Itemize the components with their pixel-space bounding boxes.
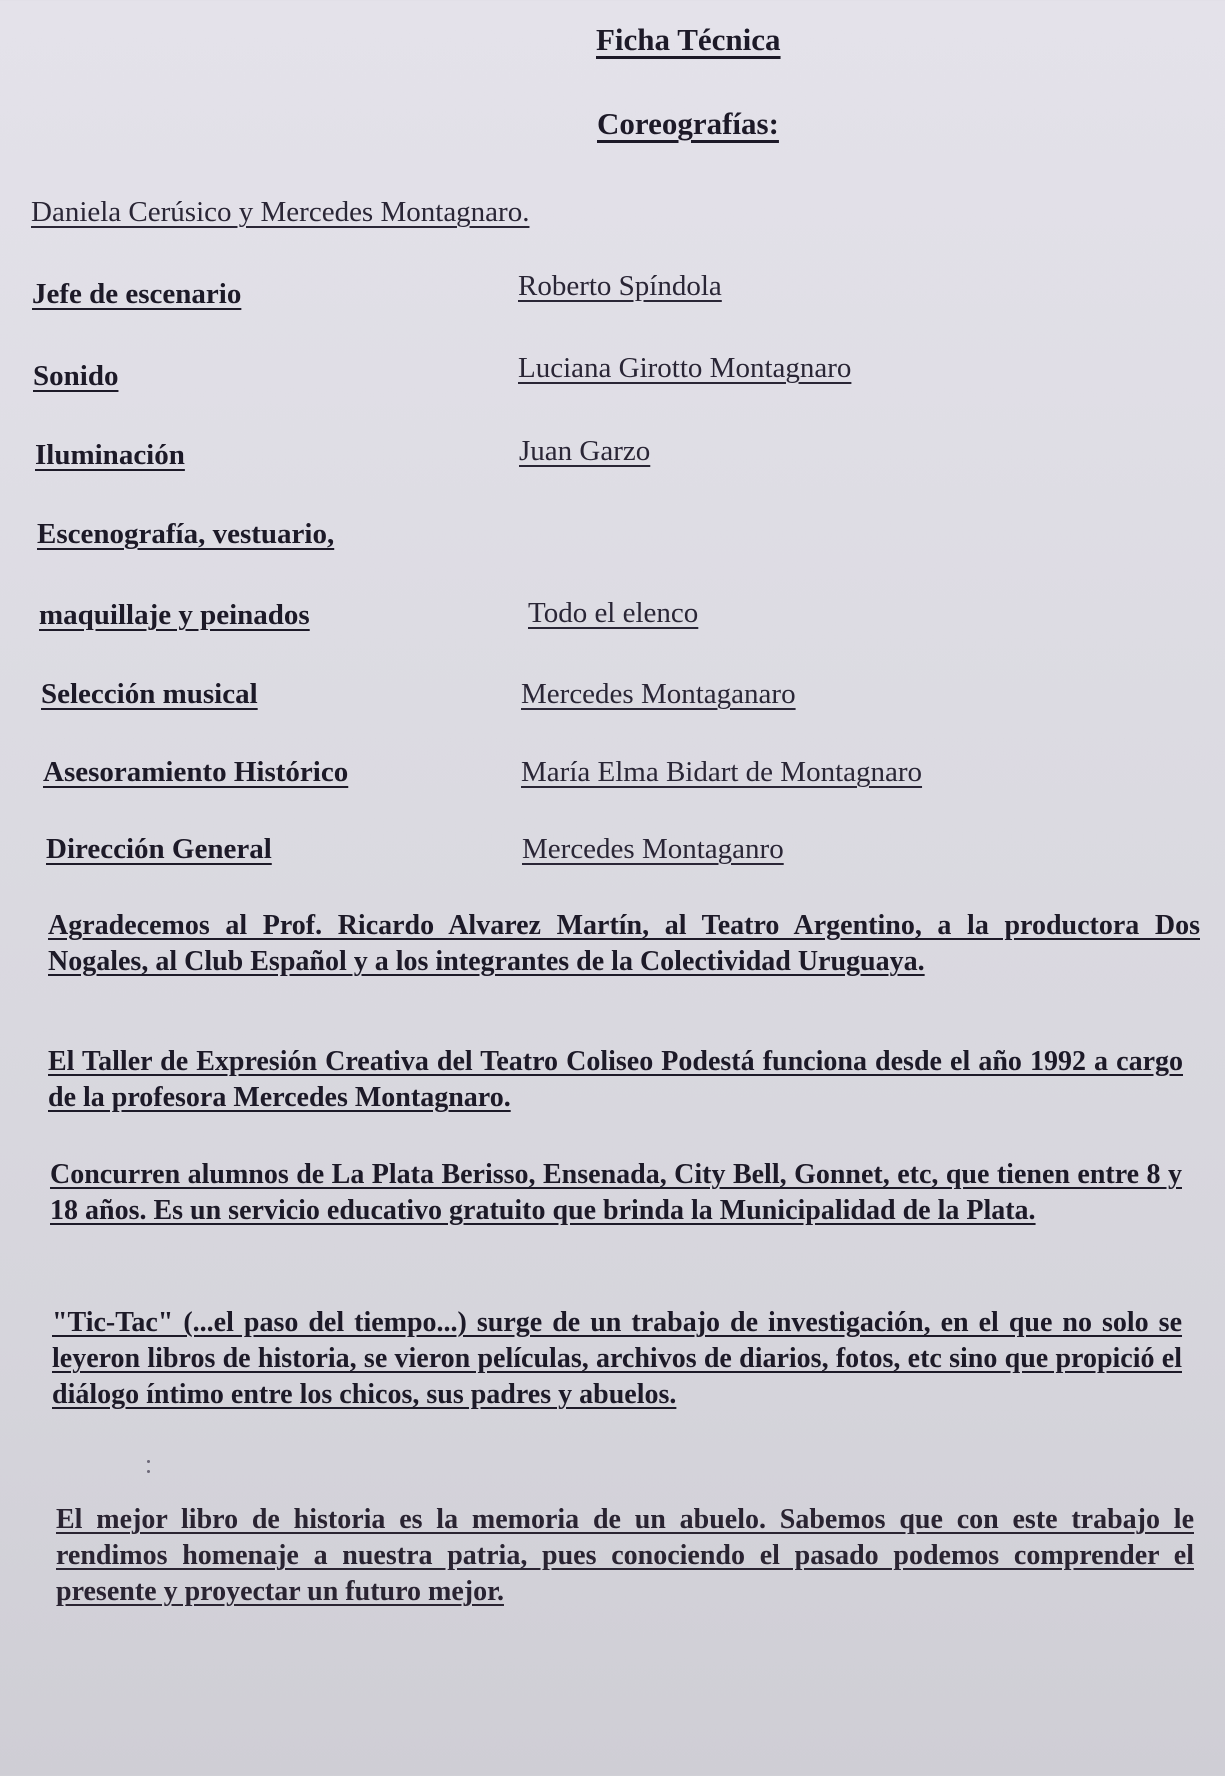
credit-person: Todo el elenco	[528, 597, 699, 629]
workshop-paragraph: El Taller de Expresión Creativa del Teatro Coliseo Podestá funciona desde el año 1992 a cargo de la profesora Mercedes Montagnaro.	[48, 1046, 1183, 1113]
credit-person: Mercedes Montaganaro	[521, 678, 796, 710]
credit-role: Sonido	[33, 360, 119, 392]
paper-speck	[147, 1470, 150, 1473]
credit-row	[0, 756, 1225, 796]
credit-row	[0, 599, 1225, 639]
credit-role: Asesoramiento Histórico	[43, 756, 349, 788]
credit-row	[0, 518, 1225, 558]
credit-row	[0, 833, 1225, 873]
credit-person: Luciana Girotto Montagnaro	[518, 352, 852, 384]
credit-row	[0, 352, 1225, 400]
memory-paragraph: El mejor libro de historia es la memoria de un abuelo. Sabemos que con este trabajo le rendimos homenaje a nuestra patria, pues conociendo el pasado podemos comprender el presente y proyectar un futuro mejor.	[56, 1504, 1194, 1607]
acknowledgements-paragraph: Agradecemos al Prof. Ricardo Alvarez Martín, al Teatro Argentino, a la productora Dos Nogales, al Club Español y a los integrantes de la Colectividad Uruguaya.	[48, 910, 1200, 977]
credit-person: Roberto Spíndola	[518, 270, 722, 302]
credit-role: Dirección General	[46, 833, 272, 865]
credit-row	[0, 678, 1225, 718]
credit-person: Juan Garzo	[519, 435, 651, 467]
credit-role: maquillaje y peinados	[39, 599, 310, 631]
credit-role: Escenografía, vestuario,	[37, 518, 335, 550]
credit-row	[0, 435, 1225, 479]
credit-role: Iluminación	[35, 439, 185, 471]
credit-role: Jefe de escenario	[32, 278, 242, 310]
credit-person: Mercedes Montaganro	[522, 833, 784, 865]
choreographers-line: Daniela Cerúsico y Mercedes Montagnaro.	[31, 196, 530, 228]
credit-person: María Elma Bidart de Montagnaro	[521, 756, 923, 788]
paper-speck	[147, 1460, 150, 1463]
section-heading-choreographies: Coreografías:	[597, 106, 779, 141]
credit-row	[0, 270, 1225, 318]
students-paragraph: Concurren alumnos de La Plata Berisso, Ensenada, City Bell, Gonnet, etc, que tienen entre 8 y 18 años. Es un servicio educativo gratuito que brinda la Municipalidad de la Plata.	[50, 1159, 1182, 1226]
page-title: Ficha Técnica	[596, 22, 781, 57]
credit-role: Selección musical	[41, 678, 258, 710]
tictac-paragraph: "Tic-Tac" (...el paso del tiempo...) surge de un trabajo de investigación, en el que no solo se leyeron libros de historia, se vieron películas, archivos de diarios, fotos, etc sino que propició el diálogo íntimo entre los chicos, sus padres y abuelos.	[52, 1307, 1182, 1410]
